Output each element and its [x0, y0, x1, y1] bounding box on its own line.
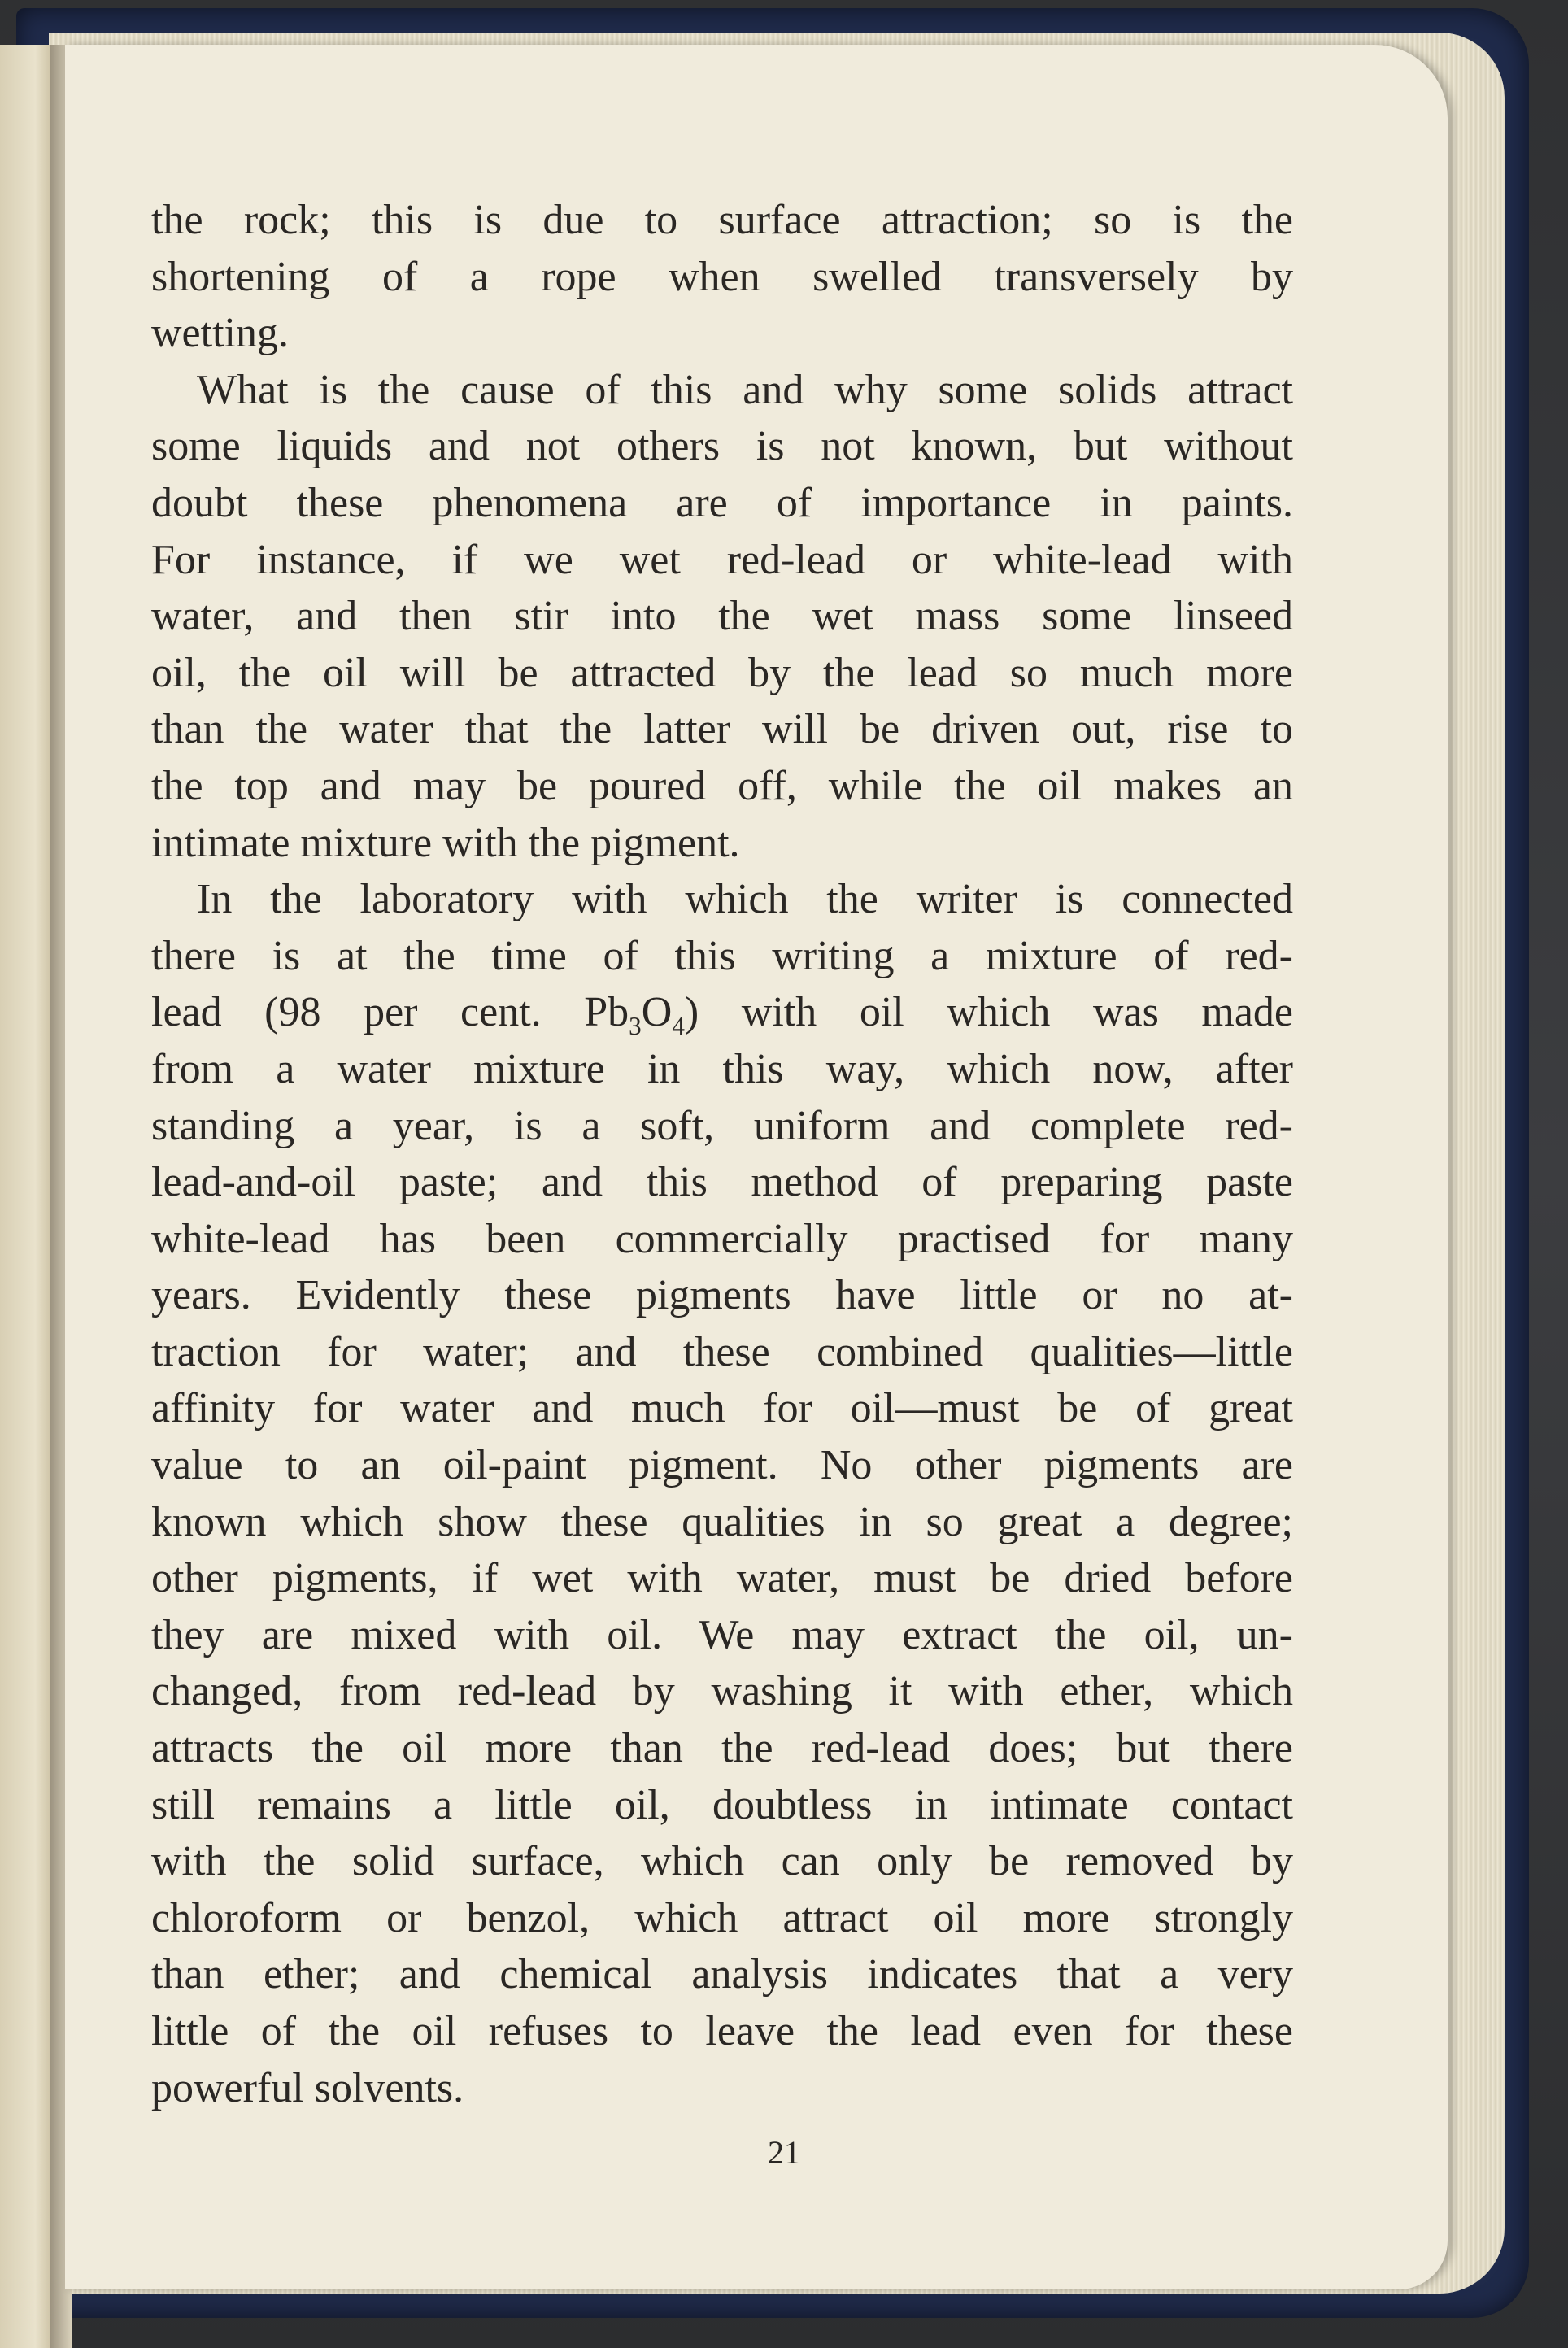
text-line: still remains a little oil, doubtless in intimate contact	[151, 1781, 1293, 1828]
text-line: traction for water; and these combined qualities—little	[151, 1328, 1293, 1375]
text-line: water, and then stir into the wet mass some linseed	[151, 593, 1293, 640]
text-line: shortening of a rope when swelled transversely by	[151, 253, 1293, 300]
facing-page-edge	[0, 45, 52, 2348]
text-line: the rock; this is due to surface attraction; so is the	[151, 197, 1293, 243]
text-line: they are mixed with oil. We may extract the oil, un-	[151, 1611, 1293, 1658]
text-line: than the water that the latter will be driven out, rise to	[151, 706, 1293, 753]
text-line: there is at the time of this writing a mixture of red-	[151, 932, 1293, 979]
text-line: years. Evidently these pigments have little or no at-	[151, 1272, 1293, 1319]
formula-subscript: 4	[672, 1012, 685, 1041]
text-line: doubt these phenomena are of importance in paints.	[151, 479, 1293, 526]
formula-line	[151, 984, 1293, 1041]
formula-suffix: ) with oil which was made	[684, 989, 1293, 1036]
text-line: little of the oil refuses to leave the lead even for these	[151, 2008, 1293, 2054]
paragraph-3	[151, 871, 1293, 2116]
text-line: intimate mixture with the pigment.	[151, 819, 740, 866]
text-line: lead-and-oil paste; and this method of preparing paste	[151, 1159, 1293, 1206]
text-line: changed, from red-lead by washing it with ether, which	[151, 1668, 1293, 1715]
text-line: value to an oil-paint pigment. No other pigments are	[151, 1442, 1293, 1489]
formula-subscript: 3	[629, 1012, 642, 1041]
text-line: powerful solvents.	[151, 2064, 464, 2111]
text-line: attracts the oil more than the red-lead does; but there	[151, 1725, 1293, 1772]
text-line: affinity for water and much for oil—must be of great	[151, 1385, 1293, 1432]
text-line: chloroform or benzol, which attract oil more strongly	[151, 1894, 1293, 1941]
text-line: standing a year, is a soft, uniform and complete red-	[151, 1102, 1293, 1149]
text-line: other pigments, if wet with water, must be dried before	[151, 1555, 1293, 1602]
text-line: some liquids and not others is not known, but without	[151, 423, 1293, 470]
page-number: 21	[768, 2134, 800, 2171]
page-text	[151, 192, 1293, 2116]
formula-prefix: lead (98 per cent. Pb	[151, 989, 629, 1036]
text-line: white-lead has been commercially practised for many	[151, 1215, 1293, 1262]
text-line: the top and may be poured off, while the oil makes an	[151, 762, 1293, 809]
text-line: than ether; and chemical analysis indicates that a very	[151, 1951, 1293, 1998]
formula-element: O	[641, 989, 673, 1036]
text-line: wetting.	[151, 310, 289, 357]
text-line: oil, the oil will be attracted by the lead so much more	[151, 649, 1293, 696]
text-line: For instance, if we wet red-lead or white-lead with	[151, 536, 1293, 583]
text-line: What is the cause of this and why some solids attract	[197, 366, 1293, 413]
text-line: with the solid surface, which can only be removed by	[151, 1838, 1293, 1885]
text-line: In the laboratory with which the writer is connected	[197, 876, 1293, 923]
paragraph-1	[151, 192, 1293, 362]
text-line: from a water mixture in this way, which now, after	[151, 1045, 1293, 1092]
paragraph-2	[151, 362, 1293, 871]
text-line: known which show these qualities in so great a degree;	[151, 1498, 1293, 1545]
